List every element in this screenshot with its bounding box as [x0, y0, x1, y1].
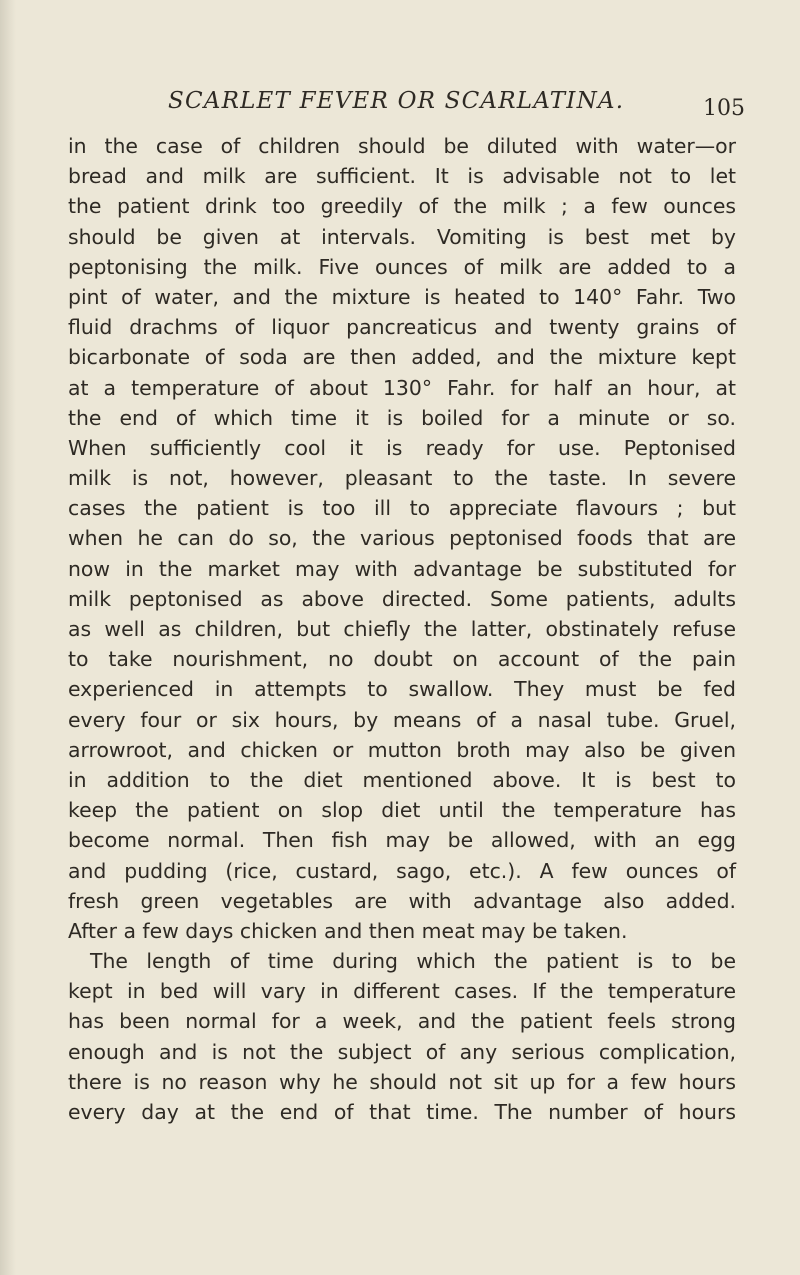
- text-line: now in the market may with advantage be substituted for: [68, 556, 736, 581]
- text-line: has been normal for a week, and the patient feels strong: [68, 1009, 736, 1034]
- paragraph-end-line: After a few days chicken and then meat may be taken.: [68, 918, 628, 943]
- text-line: milk peptonised as above directed. Some patients, adults: [68, 586, 736, 611]
- text-line: become normal. Then fish may be allowed, with an egg: [68, 828, 736, 853]
- text-line: in the case of children should be diluted with water—or: [68, 134, 736, 158]
- text-line: as well as children, but chiefly the latter, obstinately refuse: [68, 617, 736, 641]
- text-line: every four or six hours, by means of a nasal tube. Gruel,: [68, 707, 736, 732]
- text-line: every day at the end of that time. The number of hours: [68, 1100, 736, 1124]
- running-head-title: SCARLET FEVER OR SCARLATINA.: [168, 88, 625, 114]
- text-line: experienced in attempts to swallow. They must be fed: [68, 677, 736, 702]
- body-text: [68, 131, 736, 1127]
- page-number: 105: [703, 96, 745, 121]
- text-line: keep the patient on slop diet until the temperature has: [68, 798, 736, 823]
- text-line: fluid drachms of liquor pancreaticus and twenty grains of: [68, 315, 736, 340]
- text-line: bicarbonate of soda are then added, and the mixture kept: [68, 345, 736, 370]
- page-gutter-shadow: [0, 0, 16, 1275]
- text-line: arrowroot, and chicken or mutton broth may also be given: [68, 737, 736, 762]
- text-line: peptonising the milk. Five ounces of milk are added to a: [68, 254, 736, 279]
- text-line: there is no reason why he should not sit up for a few hours: [68, 1069, 736, 1094]
- text-line: at a temperature of about 130° Fahr. for half an hour, at: [68, 375, 736, 400]
- text-line: pint of water, and the mixture is heated to 140° Fahr. Two: [68, 284, 736, 309]
- text-line: the patient drink too greedily of the milk ; a few ounces: [68, 194, 736, 219]
- text-line: in addition to the diet mentioned above. It is best to: [68, 767, 736, 792]
- text-line: when he can do so, the various peptonised foods that are: [68, 526, 736, 551]
- text-line: bread and milk are sufficient. It is advisable not to let: [68, 164, 736, 189]
- text-line: cases the patient is too ill to appreciate flavours ; but: [68, 496, 736, 521]
- text-line: and pudding (rice, custard, sago, etc.). A few ounces of: [68, 858, 736, 883]
- text-line: fresh green vegetables are with advantage also added.: [68, 888, 736, 913]
- text-line: should be given at intervals. Vomiting is best met by: [68, 224, 736, 249]
- text-line: kept in bed will vary in different cases. If the temperature: [68, 979, 736, 1004]
- text-line: to take nourishment, no doubt on account of the pain: [68, 647, 736, 672]
- text-line: enough and is not the subject of any serious complication,: [68, 1039, 736, 1064]
- text-line: the end of which time it is boiled for a minute or so.: [68, 405, 736, 430]
- text-line: milk is not, however, pleasant to the taste. In severe: [68, 466, 736, 491]
- text-line: When sufficiently cool it is ready for use. Peptonised: [68, 435, 736, 460]
- paragraph-start-line: The length of time during which the patient is to be: [90, 949, 736, 974]
